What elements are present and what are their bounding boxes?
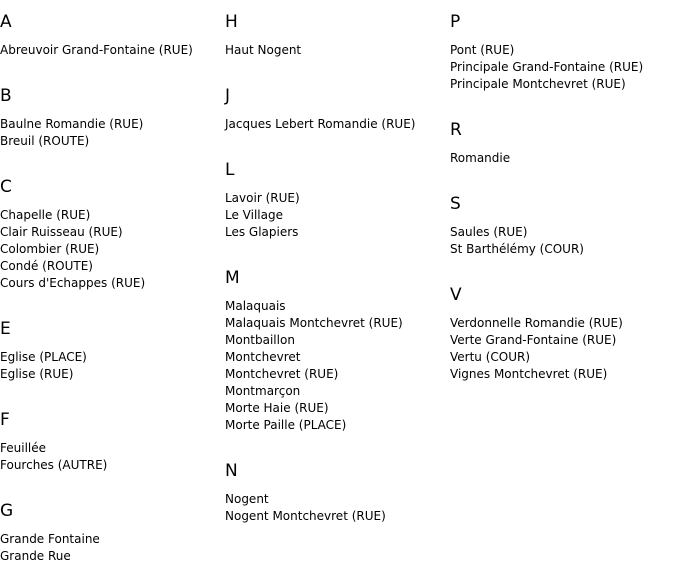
street-list — [225, 42, 301, 59]
street-list — [0, 349, 87, 383]
street-link[interactable]: Nogent — [225, 492, 269, 506]
street-list — [450, 224, 584, 258]
street-link[interactable]: Principale Grand-Fontaine (RUE) — [450, 60, 644, 74]
street-list — [450, 42, 643, 93]
street-link[interactable]: Principale Montchevret (RUE) — [450, 77, 626, 91]
letter-heading: R — [450, 120, 462, 140]
street-list — [225, 116, 415, 133]
street-list — [0, 116, 143, 150]
street-list — [225, 298, 403, 434]
street-link[interactable]: St Barthélémy (COUR) — [450, 242, 584, 256]
letter-heading: G — [0, 501, 14, 521]
street-link[interactable]: Le Village — [225, 208, 283, 222]
street-link[interactable]: Romandie — [450, 151, 511, 165]
street-link[interactable]: Clair Ruisseau (RUE) — [0, 225, 123, 239]
street-link[interactable]: Condé (ROUTE) — [0, 259, 93, 273]
street-link[interactable]: Baulne Romandie (RUE) — [0, 117, 144, 131]
street-link[interactable]: Cours d'Echappes (RUE) — [0, 276, 146, 290]
street-link[interactable]: Chapelle (RUE) — [0, 208, 91, 222]
letter-heading: J — [225, 86, 231, 106]
street-link[interactable]: Lavoir (RUE) — [225, 191, 300, 205]
letter-heading: P — [450, 12, 461, 32]
street-list — [0, 531, 100, 565]
street-link[interactable]: Montmarçon — [225, 384, 301, 398]
street-list — [225, 491, 386, 525]
street-list — [0, 207, 145, 292]
street-link[interactable]: Haut Nogent — [225, 43, 302, 57]
street-link[interactable]: Vignes Montchevret (RUE) — [450, 367, 608, 381]
street-link[interactable]: Eglise (PLACE) — [0, 350, 87, 364]
letter-heading: H — [225, 12, 238, 32]
street-list — [225, 190, 300, 241]
street-link[interactable]: Malaquais — [225, 299, 286, 313]
street-link[interactable]: Saules (RUE) — [450, 225, 528, 239]
letter-heading: M — [225, 268, 240, 288]
street-link[interactable]: Colombier (RUE) — [0, 242, 100, 256]
street-link[interactable]: Grande Rue — [0, 549, 71, 563]
letter-heading: N — [225, 461, 238, 481]
street-link[interactable]: Eglise (RUE) — [0, 367, 74, 381]
street-link[interactable]: Verdonnelle Romandie (RUE) — [450, 316, 623, 330]
street-link[interactable]: Vertu (COUR) — [450, 350, 531, 364]
street-link[interactable]: Jacques Lebert Romandie (RUE) — [225, 117, 416, 131]
street-link[interactable]: Feuillée — [0, 441, 47, 455]
street-link[interactable]: Grande Fontaine — [0, 532, 100, 546]
street-link[interactable]: Verte Grand-Fontaine (RUE) — [450, 333, 617, 347]
street-list — [450, 315, 623, 383]
street-link[interactable]: Malaquais Montchevret (RUE) — [225, 316, 403, 330]
letter-heading: C — [0, 177, 12, 197]
letter-heading: V — [450, 285, 462, 305]
letter-heading: F — [0, 410, 10, 430]
street-list — [0, 42, 193, 59]
street-link[interactable]: Morte Haie (RUE) — [225, 401, 329, 415]
street-list — [0, 440, 107, 474]
letter-heading: S — [450, 194, 461, 214]
letter-heading: E — [0, 319, 11, 339]
street-link[interactable]: Montchevret (RUE) — [225, 367, 339, 381]
street-link[interactable]: Les Glapiers — [225, 225, 299, 239]
street-link[interactable]: Abreuvoir Grand-Fontaine (RUE) — [0, 43, 193, 57]
letter-heading: L — [225, 160, 235, 180]
street-link[interactable]: Breuil (ROUTE) — [0, 134, 90, 148]
letter-heading: A — [0, 12, 12, 32]
street-link[interactable]: Montbaillon — [225, 333, 295, 347]
street-link[interactable]: Montchevret — [225, 350, 301, 364]
street-link[interactable]: Nogent Montchevret (RUE) — [225, 509, 386, 523]
street-link[interactable]: Pont (RUE) — [450, 43, 515, 57]
street-link[interactable]: Morte Paille (PLACE) — [225, 418, 347, 432]
street-link[interactable]: Fourches (AUTRE) — [0, 458, 108, 472]
street-list — [450, 150, 510, 167]
letter-heading: B — [0, 86, 12, 106]
